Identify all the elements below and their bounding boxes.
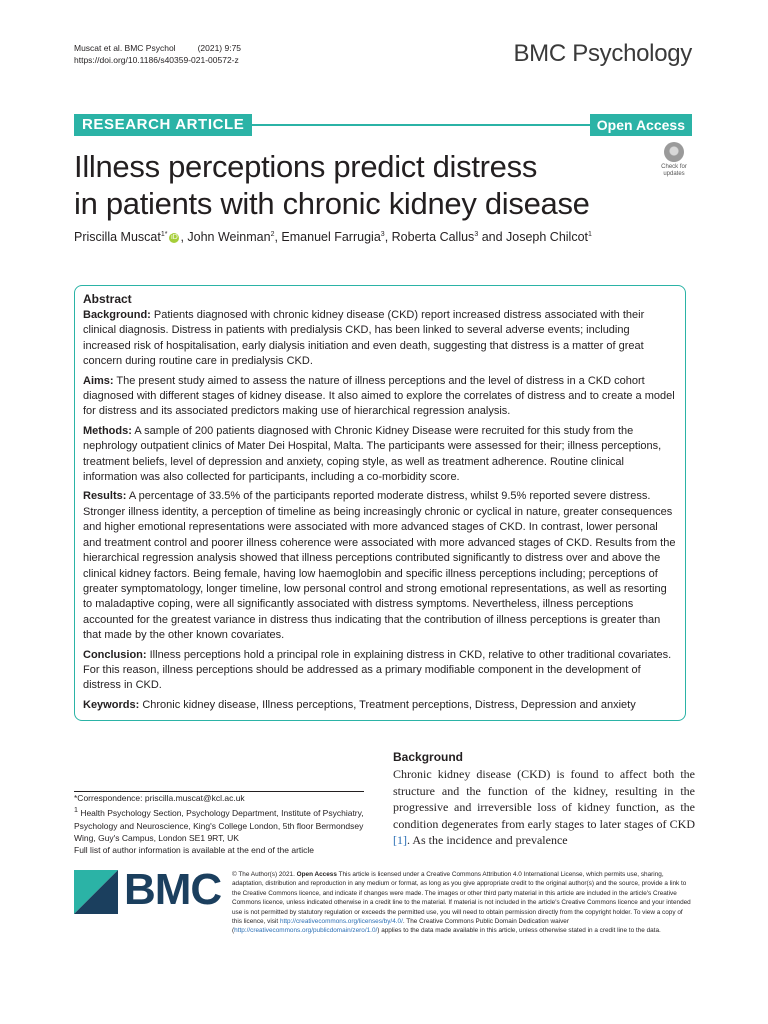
affiliation-text: Health Psychology Section, Psychology Department, Institute of Psychiatry, Psychology and Neuroscience, King's College London, 5th floor Bermondsey Wing, Guy's Campus, London SE1 9RT, UK [74, 808, 364, 844]
correspondence-email[interactable]: *Correspondence: priscilla.muscat@kcl.ac.uk [74, 793, 245, 803]
title-line-2: in patients with chronic kidney disease [74, 186, 590, 221]
keywords-text: Chronic kidney disease, Illness perceptions, Treatment perceptions, Distress, Depression and anxiety [142, 698, 636, 711]
abstract-methods [83, 424, 677, 486]
full-author-info-note: Full list of author information is available at the end of the article [74, 845, 315, 856]
license-text-1: This article is licensed under a Creative Commons Attribution 4.0 International License, which permits use, sharing, adaptation, distribution and reproduction in any medium or format, as long as you give appropriate credit to the original author(s) and the source, provide a link to the Creative Commons licence, and indicate if changes were made. The images or other third party material in this article are included in the article's Creative Commons licence, unless indicated otherwise in a credit line to the material. If material is not included in the article's Creative Commons licence and your intended use is not permitted by statutory regulation or exceeds the permitted use, you will need to obtain permission directly from the copyright holder. To view a copy of this licence, visit [232, 871, 691, 926]
license-prefix: © The Author(s) 2021. [232, 871, 295, 878]
abstract-box [74, 285, 686, 721]
check-updates-line-1: Check for [661, 164, 687, 170]
abstract-background [83, 308, 677, 370]
background-label: Background: [83, 309, 151, 321]
methods-text: A sample of 200 patients diagnosed with Chronic Kidney Disease were recruited for this study from the nephrology outpatient clinics of Mater Dei Hospital, Malta. The participants were assessed for their; illness perceptions, treatment beliefs, level of depression and anxiety, coping style, as well as treatment adherence. Routine clinical information was also collected for participants, including a co-morbidity score. [83, 424, 662, 484]
author-5[interactable]: and Joseph Chilcot [478, 230, 589, 244]
check-for-updates-button[interactable] [654, 142, 694, 180]
author-4-affil: 3 [474, 230, 479, 238]
orcid-icon[interactable]: iD [171, 233, 178, 241]
check-updates-icon [664, 142, 684, 162]
citation-line [74, 42, 241, 54]
keywords-label: Keywords: [83, 698, 140, 711]
background-text: Patients diagnosed with chronic kidney disease (CKD) report increased distress associated with their clinical diagnosis. Distress in patients with predialysis CKD, has been linked to several adverse events; including increased risk of hospitalisation, early dialysis initiation and even death, suggesting that distress is a matter of great concern during routine care in predialysis CKD. [83, 309, 645, 368]
author-3[interactable]: , Emanuel Farrugia [274, 230, 381, 244]
reference-link[interactable]: [1] [393, 833, 407, 847]
citation: Muscat et al. BMC Psychol [74, 43, 176, 53]
license-text-2: . The Creative Commons Public Domain Dedication waiver ( [232, 918, 569, 935]
affiliation [74, 804, 364, 844]
footnotes [74, 791, 364, 857]
author-3-affil: 3 [380, 230, 385, 238]
bmc-logo-text: BMC [124, 865, 222, 914]
citation-year: (2021) 9:75 [197, 43, 242, 53]
license-text-3: ) applies to the data made available in this article, unless otherwise stated in a credit line to the data. [377, 927, 661, 935]
cc-by-link[interactable]: http://creativecommons.org/licenses/by/4.0/ [279, 918, 403, 926]
paragraph-text-2: . As the incidence and prevalence [407, 833, 568, 847]
author-1[interactable]: Priscilla Muscat [74, 230, 161, 244]
title-line-1: Illness perceptions predict distress [74, 149, 538, 184]
license-notice [232, 870, 694, 936]
doi-link[interactable]: https://doi.org/10.1186/s40359-021-00572-z [74, 55, 239, 65]
conclusion-text: Illness perceptions hold a principal role in explaining distress in CKD, relative to other traditional covariates. For this reason, illness perceptions should be addressed as a primary modifiable component in the development of distress in CKD. [83, 648, 672, 692]
license-open-access: Open Access [296, 871, 337, 878]
conclusion-label: Conclusion: [83, 648, 147, 661]
author-5-affil: 1 [588, 230, 592, 238]
aims-text: The present study aimed to assess the nature of illness perceptions and the level of distress in a CKD cohort diagnosed with different stages of kidney disease. It also aimed to explore the correlates of distress and to create a model for distress and its associated predictors making use of hierarchical regression analysis. [83, 374, 675, 418]
aims-label: Aims: [83, 374, 114, 387]
abstract-results [83, 489, 677, 643]
abstract-heading: Abstract [83, 292, 132, 306]
abstract-aims [83, 374, 677, 420]
author-2[interactable]: , John Weinman [180, 230, 271, 244]
section-heading-background: Background [393, 750, 464, 764]
affiliation-sup: 1 [74, 806, 78, 815]
abstract-keywords [83, 698, 677, 713]
bmc-logo-mark-icon [74, 870, 118, 914]
results-text: A percentage of 33.5% of the participants reported moderate distress, whilst 9.5% reported severe distress. Stronger illness identity, a perception of timeline as being increasingly chronic or cyclical in nature, greater consequences and higher emotional representations were associated with more advanced stages of CKD. In contrast, lower personal and treatment control and poorer illness coherence were associated with more advanced stages of CKD. Results from the hierarchical regression analysis showed that illness perceptions contributed significantly to distress over and above the clinical kidney factors. Being female, having low haemoglobin and specific illness perceptions including; perceptions of greater symptomatology, longer timeline, low personal control and strong emotional representations, as well as resorting to maladaptive coping, were all significantly associated with distress symptoms. Nevertheless, illness perceptions accounted for the greatest variance in distress thus indicating that the contribution of illness perceptions is greater than that made by the other known covariates. [83, 490, 676, 642]
cc-zero-link[interactable]: http://creativecommons.org/publicdomain/zero/1.0/ [234, 927, 378, 935]
results-label: Results: [83, 490, 127, 503]
background-paragraph [393, 766, 695, 849]
check-updates-line-2: updates [663, 171, 685, 177]
bmc-logo [74, 865, 222, 916]
article-title [74, 148, 634, 222]
paragraph-text-1: Chronic kidney disease (CKD) is found to affect both the structure and the function of the kidney, resulting in the progressive and irreversible loss of kidney function, as the condition degenerates from early stages to later stages of CKD [393, 767, 695, 831]
abstract-conclusion [83, 648, 677, 694]
author-4[interactable]: , Roberta Callus [384, 230, 475, 244]
author-list [74, 230, 592, 244]
author-2-affil: 2 [270, 230, 275, 238]
article-type-badge: RESEARCH ARTICLE [74, 114, 252, 136]
author-1-affil: 1* [160, 230, 168, 238]
methods-label: Methods: [83, 424, 132, 437]
journal-name: BMC Psychology [513, 40, 692, 67]
article-meta [74, 42, 241, 66]
open-access-badge: Open Access [590, 114, 692, 136]
